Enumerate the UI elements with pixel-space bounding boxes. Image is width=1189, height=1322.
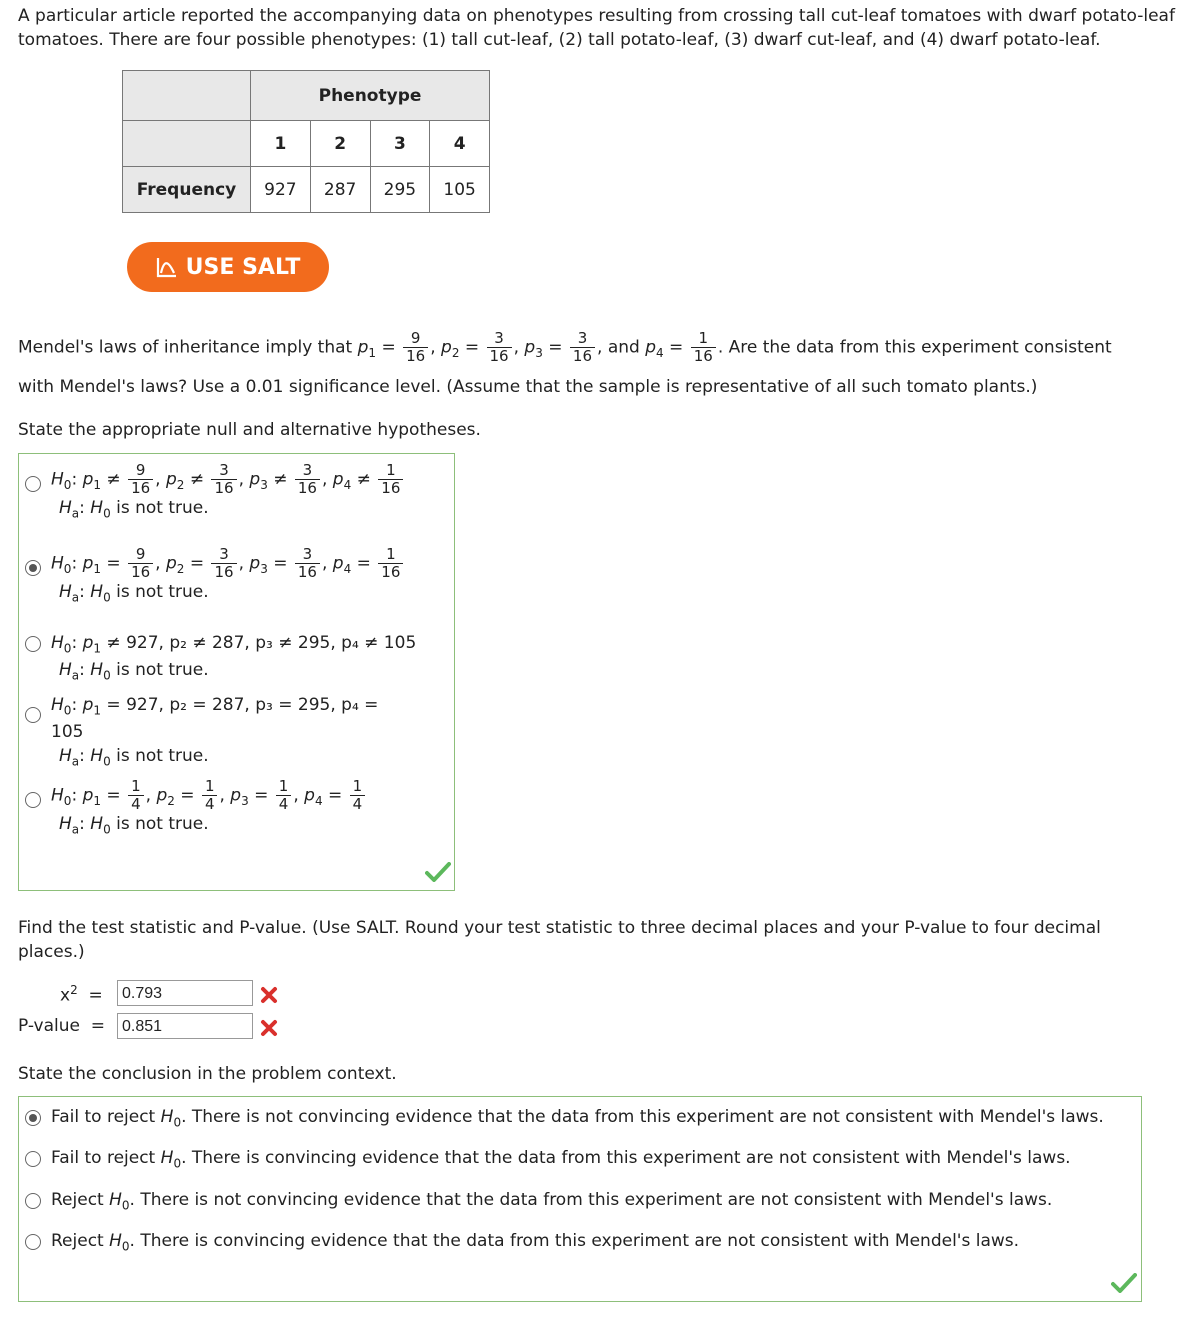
hypothesis-option-3[interactable]: $H_0$: $p_1 \ne 927$, p₂ ≠ 287, p₃ ≠ 295, p₄ ≠ 105 $H_a$: $H_0$ is not true.	[51, 633, 417, 683]
table-col-2: 2	[310, 121, 370, 167]
conclusion-option-4[interactable]: Reject $H_0$. There is convincing evidence that the data from this experiment are not consistent with Mendel's laws.	[51, 1231, 1020, 1254]
table-freq-1: 927	[251, 167, 311, 213]
table-col-3: 3	[370, 121, 430, 167]
p-value-label: P-value =	[18, 1016, 106, 1036]
conclusion-radio-4[interactable]	[25, 1234, 41, 1250]
chi-square-input[interactable]: 0.793	[117, 980, 253, 1006]
conclusion-option-1[interactable]: Fail to reject $H_0$. There is not convincing evidence that the data from this experiment are not consistent with Mendel's laws.	[51, 1107, 1104, 1130]
table-freq-4: 105	[430, 167, 490, 213]
table-blank-cell	[123, 121, 251, 167]
table-col-4: 4	[430, 121, 490, 167]
mendel-text-start: Mendel's laws of inheritance imply that	[18, 337, 353, 358]
salt-chart-icon	[156, 256, 178, 278]
hypothesis-radio-4[interactable]	[25, 707, 41, 723]
table-freq-3: 295	[370, 167, 430, 213]
frac-p4: $\frac{1}{16}$	[691, 330, 716, 365]
hypotheses-prompt: State the appropriate null and alternative hypotheses.	[18, 420, 481, 440]
conclusion-radio-3[interactable]	[25, 1193, 41, 1209]
chi-square-label: $x^2$ =	[60, 983, 103, 1006]
table-freq-2: 287	[310, 167, 370, 213]
hypothesis-radio-1[interactable]	[25, 476, 41, 492]
hypothesis-radio-5[interactable]	[25, 792, 41, 808]
mendel-statement: Mendel's laws of inheritance imply that $p_1$ = $\frac{9}{16}$ , $p_2$ = $\frac{3}{16}$ , $p_3$ = $\frac{3}{16}$ , and $p_4$ = $\frac{1}{16}$ . Are the data from this experiment consistent with Mendel's laws? Use a 0.01 significance level. (Assume that the sample is representative of all such tomato plants.)	[18, 330, 1183, 399]
test-prompt: Find the test statistic and P-value. (Use SALT. Round your test statistic to three decimal places and your P-value to four decimal places.)	[18, 918, 1101, 962]
frequency-table	[122, 70, 490, 213]
frac-p1: $\frac{9}{16}$	[403, 330, 428, 365]
mendel-text-end: Are the data from this experiment consistent	[728, 337, 1112, 358]
conclusion-option-3[interactable]: Reject $H_0$. There is not convincing evidence that the data from this experiment are not consistent with Mendel's laws.	[51, 1190, 1053, 1213]
incorrect-x-icon	[260, 1019, 278, 1037]
table-header-phenotype: Phenotype	[251, 71, 490, 121]
conclusion-radio-2[interactable]	[25, 1151, 41, 1167]
conclusion-prompt: State the conclusion in the problem context.	[18, 1064, 397, 1084]
frac-p3: $\frac{3}{16}$	[570, 330, 595, 365]
p-value-input[interactable]: 0.851	[117, 1013, 253, 1039]
use-salt-label: USE SALT	[185, 254, 301, 280]
frac-p2: $\frac{3}{16}$	[487, 330, 512, 365]
use-salt-button[interactable]	[127, 242, 329, 292]
table-row-label: Frequency	[123, 167, 251, 213]
hypothesis-option-1[interactable]: $H_0$: $p_1$ ≠ $\frac{9}{16}$ , $p_2$ ≠ $\frac{3}{16}$ , $p_3$ ≠ $\frac{3}{16}$ , $p_4$ ≠ $\frac{1}{16}$ $H_a$: $H_0$ is not true.	[51, 462, 405, 524]
hypothesis-radio-2[interactable]	[25, 560, 41, 576]
mendel-text-line2: with Mendel's laws? Use a 0.01 significance level. (Assume that the sample is representative of all such tomato plants.)	[18, 377, 1038, 397]
correct-check-icon	[1111, 1273, 1137, 1293]
conclusion-option-2[interactable]: Fail to reject $H_0$. There is convincing evidence that the data from this experiment are not consistent with Mendel's laws.	[51, 1148, 1071, 1171]
table-corner	[123, 71, 251, 121]
correct-check-icon	[425, 862, 451, 882]
table-col-1: 1	[251, 121, 311, 167]
conclusion-radio-1[interactable]	[25, 1110, 41, 1126]
hypothesis-option-5[interactable]: $H_0$: $p_1$ = $\frac{1}{4}$ , $p_2$ = $\frac{1}{4}$ , $p_3$ = $\frac{1}{4}$ , $p_4$ = $\frac{1}{4}$ $H_a$: $H_0$ is not true.	[51, 778, 367, 840]
hypothesis-option-2[interactable]: $H_0$: $p_1$ = $\frac{9}{16}$ , $p_2$ = $\frac{3}{16}$ , $p_3$ = $\frac{3}{16}$ , $p_4$ = $\frac{1}{16}$ $H_a$: $H_0$ is not true.	[51, 546, 405, 608]
conclusion-answer-box	[18, 1096, 1142, 1302]
hypotheses-answer-box	[18, 453, 455, 891]
incorrect-x-icon	[260, 986, 278, 1004]
hypothesis-radio-3[interactable]	[25, 636, 41, 652]
hypothesis-option-4[interactable]: $H_0$: $p_1 = 927$, p₂ = 287, p₃ = 295, p₄ = 105 $H_a$: $H_0$ is not true.	[51, 695, 379, 769]
intro-text: A particular article reported the accompanying data on phenotypes resulting from crossing tall cut-leaf tomatoes with dwarf potato-leaf tomatoes. There are four possible phenotypes: (1) tall cut-leaf, (2) tall potato-leaf, (3) dwarf cut-leaf, and (4) dwarf potato-leaf.	[18, 6, 1175, 50]
